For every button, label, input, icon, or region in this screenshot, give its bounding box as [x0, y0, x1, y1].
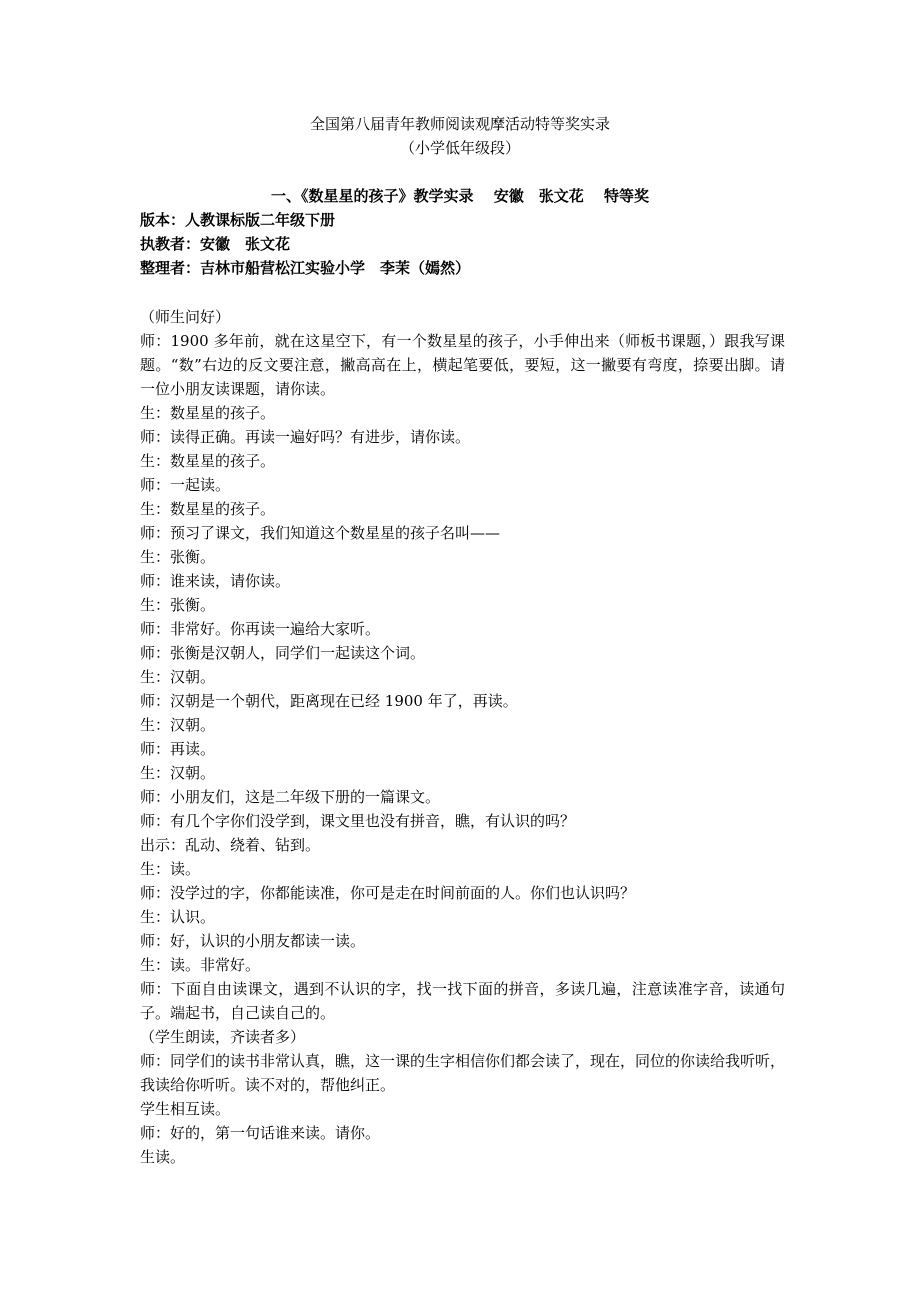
transcript-line: 师：非常好。你再读一遍给大家听。	[140, 620, 381, 638]
transcript-line: 师：读得正确。再读一遍好吗？有进步，请你读。	[140, 428, 471, 446]
transcript-line: 生：读。非常好。	[140, 956, 261, 974]
transcript-line: 生：读。	[140, 860, 201, 878]
title-block	[140, 112, 780, 160]
transcript-line: 生：汉朝。	[140, 668, 216, 686]
transcript-line: 出示：乱动、绕着、钻到。	[140, 836, 321, 854]
transcript-line: 生：数星星的孩子。	[140, 404, 276, 422]
transcript-body	[140, 305, 785, 1169]
document-subtitle: （小学低年级段）	[399, 139, 520, 157]
transcript-line: 师：好，认识的小朋友都读一读。	[140, 932, 366, 950]
transcript-line: 生：张衡。	[140, 596, 216, 614]
transcript-line: 师：张衡是汉朝人，同学们一起读这个词。	[140, 644, 426, 662]
transcript-line: 师：汉朝是一个朝代，距离现在已经 1900 年了，再读。	[140, 692, 518, 710]
transcript-line: 生：数星星的孩子。	[140, 452, 276, 470]
transcript-line: （学生朗读，齐读者多）	[140, 1028, 306, 1046]
transcript-line: 生：张衡。	[140, 548, 216, 566]
transcript-line: （师生问好）	[140, 308, 231, 326]
transcript-line: 师：同学们的读书非常认真，瞧，这一课的生字相信你们都会读了，现在，同位的你读给我听听，我读给你听听。读不对的，帮他纠正。	[140, 1052, 786, 1094]
transcript-line: 师：好的，第一句话谁来读。请你。	[140, 1124, 381, 1142]
transcript-line: 生：汉朝。	[140, 716, 216, 734]
transcript-line: 师：一起读。	[140, 476, 231, 494]
transcript-line: 生读。	[140, 1148, 186, 1166]
transcript-line: 师：谁来读，请你读。	[140, 572, 291, 590]
meta-editor: 整理者：吉林市船营松江实验小学 李茉（嫣然）	[140, 259, 471, 277]
transcript-line: 生：认识。	[140, 908, 216, 926]
meta-version: 版本：人教课标版二年级下册	[140, 211, 336, 229]
transcript-line: 师：有几个字你们没学到，课文里也没有拼音，瞧，有认识的吗？	[140, 812, 576, 830]
transcript-line: 师：没学过的字，你都能读准，你可是走在时间前面的人。你们也认识吗？	[140, 884, 636, 902]
transcript-line: 师：预习了课文，我们知道这个数星星的孩子名叫——	[140, 524, 501, 542]
meta-info	[140, 208, 470, 280]
transcript-line: 生：数星星的孩子。	[140, 500, 276, 518]
document-title: 全国第八届青年教师阅读观摩活动特等奖实录	[309, 115, 610, 133]
meta-teacher: 执教者：安徽 张文花	[140, 235, 291, 253]
transcript-line: 生：汉朝。	[140, 764, 216, 782]
transcript-line: 学生相互读。	[140, 1100, 231, 1118]
transcript-line: 师：小朋友们，这是二年级下册的一篇课文。	[140, 788, 441, 806]
section-heading: 一、《数星星的孩子》教学实录 安徽 张文花 特等奖	[271, 187, 649, 205]
transcript-line: 师：下面自由读课文，遇到不认识的字，找一找下面的拼音，多读几遍，注意读准字音，读通句子。端起书，自己读自己的。	[140, 980, 785, 1022]
transcript-line: 师：1900 多年前，就在这星空下，有一个数星星的孩子，小手伸出来（师板书课题，）跟我写课题。“数”右边的反文要注意，撇高高在上，横起笔要低，要短，这一撇要有弯度，捺要出脚。请一位小朋友读课题，请你读。	[140, 332, 785, 398]
transcript-line: 师：再读。	[140, 740, 216, 758]
